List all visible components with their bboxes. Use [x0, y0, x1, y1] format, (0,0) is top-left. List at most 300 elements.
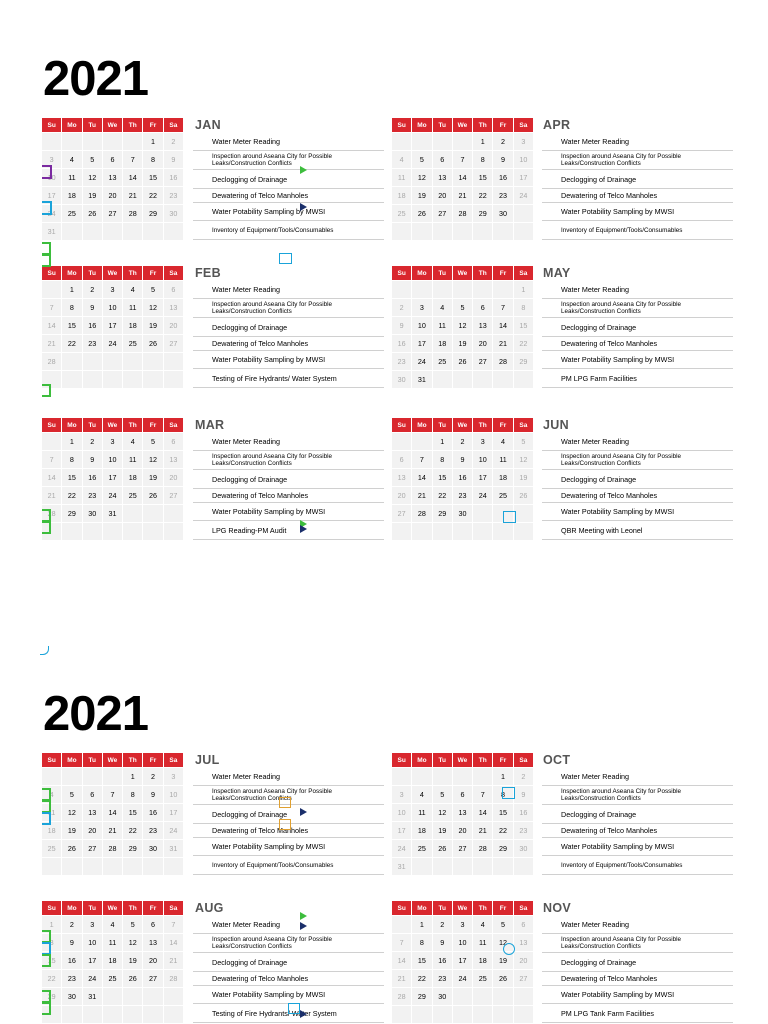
day-cell[interactable]: 8: [42, 934, 62, 952]
day-cell[interactable]: 19: [412, 187, 432, 205]
day-cell[interactable]: 17: [513, 169, 533, 187]
day-cell[interactable]: 19: [493, 952, 513, 970]
day-cell[interactable]: [123, 223, 143, 241]
day-cell[interactable]: 5: [513, 433, 533, 451]
day-cell[interactable]: 18: [392, 187, 412, 205]
day-cell[interactable]: [163, 223, 183, 241]
day-cell[interactable]: [513, 371, 533, 389]
day-cell[interactable]: [82, 223, 102, 241]
day-cell[interactable]: 7: [452, 151, 472, 169]
day-cell[interactable]: [163, 371, 183, 389]
day-cell[interactable]: [493, 1006, 513, 1024]
day-cell[interactable]: 5: [143, 433, 163, 451]
day-cell[interactable]: 30: [392, 371, 412, 389]
day-cell[interactable]: 28: [493, 353, 513, 371]
day-cell[interactable]: 18: [123, 469, 143, 487]
day-cell[interactable]: 28: [42, 353, 62, 371]
day-cell[interactable]: 13: [452, 804, 472, 822]
day-cell[interactable]: 20: [473, 335, 493, 353]
day-cell[interactable]: 28: [123, 205, 143, 223]
day-cell[interactable]: 17: [163, 804, 183, 822]
day-cell[interactable]: 20: [102, 187, 122, 205]
day-cell[interactable]: [452, 281, 472, 299]
day-cell[interactable]: [143, 371, 163, 389]
day-cell[interactable]: 11: [412, 804, 432, 822]
day-cell[interactable]: 16: [513, 804, 533, 822]
day-cell[interactable]: 13: [163, 451, 183, 469]
day-cell[interactable]: 30: [432, 988, 452, 1006]
day-cell[interactable]: [452, 988, 472, 1006]
day-cell[interactable]: 26: [123, 970, 143, 988]
day-cell[interactable]: [392, 523, 412, 541]
day-cell[interactable]: [163, 505, 183, 523]
day-cell[interactable]: [62, 768, 82, 786]
day-cell[interactable]: 3: [452, 916, 472, 934]
day-cell[interactable]: [513, 223, 533, 241]
day-cell[interactable]: 2: [392, 299, 412, 317]
day-cell[interactable]: 19: [513, 469, 533, 487]
day-cell[interactable]: 7: [473, 786, 493, 804]
day-cell[interactable]: 3: [42, 151, 62, 169]
day-cell[interactable]: [412, 523, 432, 541]
day-cell[interactable]: 2: [513, 768, 533, 786]
day-cell[interactable]: [412, 133, 432, 151]
day-cell[interactable]: [82, 768, 102, 786]
day-cell[interactable]: [452, 133, 472, 151]
day-cell[interactable]: 25: [62, 205, 82, 223]
day-cell[interactable]: 10: [473, 451, 493, 469]
day-cell[interactable]: 11: [493, 451, 513, 469]
day-cell[interactable]: 29: [123, 840, 143, 858]
day-cell[interactable]: 24: [473, 487, 493, 505]
day-cell[interactable]: 2: [143, 768, 163, 786]
day-cell[interactable]: 15: [513, 317, 533, 335]
day-cell[interactable]: 27: [432, 205, 452, 223]
day-cell[interactable]: [392, 223, 412, 241]
day-cell[interactable]: [62, 858, 82, 876]
day-cell[interactable]: 16: [493, 169, 513, 187]
day-cell[interactable]: 2: [432, 916, 452, 934]
day-cell[interactable]: 15: [473, 169, 493, 187]
day-cell[interactable]: 22: [42, 970, 62, 988]
day-cell[interactable]: [42, 768, 62, 786]
day-cell[interactable]: 23: [452, 487, 472, 505]
day-cell[interactable]: [102, 1006, 122, 1024]
day-cell[interactable]: 16: [163, 169, 183, 187]
day-cell[interactable]: 1: [62, 281, 82, 299]
day-cell[interactable]: 31: [163, 840, 183, 858]
day-cell[interactable]: 18: [42, 822, 62, 840]
day-cell[interactable]: 20: [452, 822, 472, 840]
day-cell[interactable]: 30: [493, 205, 513, 223]
day-cell[interactable]: [163, 858, 183, 876]
day-cell[interactable]: 10: [42, 169, 62, 187]
day-cell[interactable]: 12: [143, 451, 163, 469]
day-cell[interactable]: [163, 353, 183, 371]
day-cell[interactable]: 1: [42, 916, 62, 934]
day-cell[interactable]: 23: [62, 970, 82, 988]
day-cell[interactable]: 25: [42, 840, 62, 858]
day-cell[interactable]: [143, 353, 163, 371]
day-cell[interactable]: 1: [123, 768, 143, 786]
day-cell[interactable]: 12: [62, 804, 82, 822]
day-cell[interactable]: 11: [123, 451, 143, 469]
day-cell[interactable]: 4: [102, 916, 122, 934]
day-cell[interactable]: [513, 988, 533, 1006]
day-cell[interactable]: 5: [143, 281, 163, 299]
day-cell[interactable]: 22: [473, 187, 493, 205]
day-cell[interactable]: 7: [392, 934, 412, 952]
day-cell[interactable]: 13: [102, 169, 122, 187]
day-cell[interactable]: 17: [102, 317, 122, 335]
day-cell[interactable]: 23: [82, 487, 102, 505]
day-cell[interactable]: 25: [412, 840, 432, 858]
day-cell[interactable]: 22: [412, 970, 432, 988]
day-cell[interactable]: 29: [493, 840, 513, 858]
day-cell[interactable]: 16: [82, 469, 102, 487]
day-cell[interactable]: 25: [432, 353, 452, 371]
day-cell[interactable]: 15: [123, 804, 143, 822]
day-cell[interactable]: 19: [452, 335, 472, 353]
day-cell[interactable]: 2: [452, 433, 472, 451]
day-cell[interactable]: 26: [513, 487, 533, 505]
day-cell[interactable]: 17: [392, 822, 412, 840]
day-cell[interactable]: 27: [163, 335, 183, 353]
day-cell[interactable]: [102, 133, 122, 151]
day-cell[interactable]: 1: [412, 916, 432, 934]
day-cell[interactable]: 18: [412, 822, 432, 840]
day-cell[interactable]: [143, 858, 163, 876]
day-cell[interactable]: [412, 433, 432, 451]
day-cell[interactable]: [163, 523, 183, 541]
day-cell[interactable]: 3: [163, 768, 183, 786]
day-cell[interactable]: 26: [143, 335, 163, 353]
day-cell[interactable]: [473, 523, 493, 541]
day-cell[interactable]: 22: [513, 335, 533, 353]
day-cell[interactable]: [392, 281, 412, 299]
day-cell[interactable]: 28: [42, 505, 62, 523]
day-cell[interactable]: 7: [42, 451, 62, 469]
day-cell[interactable]: 14: [163, 934, 183, 952]
day-cell[interactable]: [493, 371, 513, 389]
day-cell[interactable]: 14: [493, 317, 513, 335]
day-cell[interactable]: [143, 1006, 163, 1024]
day-cell[interactable]: 27: [143, 970, 163, 988]
day-cell[interactable]: 29: [432, 505, 452, 523]
day-cell[interactable]: [452, 1006, 472, 1024]
day-cell[interactable]: 20: [163, 317, 183, 335]
day-cell[interactable]: [452, 523, 472, 541]
day-cell[interactable]: 31: [412, 371, 432, 389]
day-cell[interactable]: 16: [432, 952, 452, 970]
day-cell[interactable]: 19: [62, 822, 82, 840]
day-cell[interactable]: 4: [412, 786, 432, 804]
day-cell[interactable]: 3: [513, 133, 533, 151]
day-cell[interactable]: 28: [412, 505, 432, 523]
day-cell[interactable]: 10: [513, 151, 533, 169]
day-cell[interactable]: 8: [473, 151, 493, 169]
day-cell[interactable]: 5: [452, 299, 472, 317]
day-cell[interactable]: 24: [42, 205, 62, 223]
day-cell[interactable]: 21: [392, 970, 412, 988]
day-cell[interactable]: 5: [123, 916, 143, 934]
day-cell[interactable]: 9: [82, 299, 102, 317]
day-cell[interactable]: 12: [513, 451, 533, 469]
day-cell[interactable]: 23: [493, 187, 513, 205]
day-cell[interactable]: 8: [123, 786, 143, 804]
day-cell[interactable]: 13: [513, 934, 533, 952]
day-cell[interactable]: 13: [473, 317, 493, 335]
day-cell[interactable]: 11: [392, 169, 412, 187]
day-cell[interactable]: 26: [82, 205, 102, 223]
day-cell[interactable]: 17: [42, 187, 62, 205]
day-cell[interactable]: [513, 205, 533, 223]
day-cell[interactable]: 4: [493, 433, 513, 451]
day-cell[interactable]: [102, 353, 122, 371]
day-cell[interactable]: [62, 353, 82, 371]
day-cell[interactable]: 9: [82, 451, 102, 469]
day-cell[interactable]: [493, 523, 513, 541]
day-cell[interactable]: 6: [473, 299, 493, 317]
day-cell[interactable]: 13: [392, 469, 412, 487]
day-cell[interactable]: 10: [102, 299, 122, 317]
day-cell[interactable]: 29: [143, 205, 163, 223]
day-cell[interactable]: 9: [432, 934, 452, 952]
day-cell[interactable]: 29: [513, 353, 533, 371]
day-cell[interactable]: 8: [412, 934, 432, 952]
day-cell[interactable]: [513, 1006, 533, 1024]
day-cell[interactable]: 23: [392, 353, 412, 371]
day-cell[interactable]: [412, 768, 432, 786]
day-cell[interactable]: 31: [82, 988, 102, 1006]
day-cell[interactable]: [163, 1006, 183, 1024]
day-cell[interactable]: 6: [452, 786, 472, 804]
day-cell[interactable]: 27: [163, 487, 183, 505]
day-cell[interactable]: 5: [432, 786, 452, 804]
day-cell[interactable]: 12: [82, 169, 102, 187]
day-cell[interactable]: [102, 371, 122, 389]
day-cell[interactable]: 2: [62, 916, 82, 934]
day-cell[interactable]: 12: [412, 169, 432, 187]
day-cell[interactable]: 6: [82, 786, 102, 804]
day-cell[interactable]: 10: [102, 451, 122, 469]
day-cell[interactable]: 1: [143, 133, 163, 151]
day-cell[interactable]: [123, 371, 143, 389]
day-cell[interactable]: 3: [473, 433, 493, 451]
day-cell[interactable]: 22: [123, 822, 143, 840]
day-cell[interactable]: 25: [392, 205, 412, 223]
day-cell[interactable]: [42, 133, 62, 151]
day-cell[interactable]: [62, 523, 82, 541]
day-cell[interactable]: 11: [123, 299, 143, 317]
day-cell[interactable]: 5: [62, 786, 82, 804]
day-cell[interactable]: [82, 133, 102, 151]
day-cell[interactable]: 8: [493, 786, 513, 804]
day-cell[interactable]: [473, 223, 493, 241]
day-cell[interactable]: 11: [432, 317, 452, 335]
day-cell[interactable]: 8: [62, 451, 82, 469]
day-cell[interactable]: 20: [432, 187, 452, 205]
day-cell[interactable]: 8: [62, 299, 82, 317]
day-cell[interactable]: [82, 1006, 102, 1024]
day-cell[interactable]: 15: [432, 469, 452, 487]
day-cell[interactable]: 9: [143, 786, 163, 804]
day-cell[interactable]: [493, 281, 513, 299]
day-cell[interactable]: 26: [493, 970, 513, 988]
day-cell[interactable]: 11: [42, 804, 62, 822]
day-cell[interactable]: [392, 916, 412, 934]
day-cell[interactable]: [432, 523, 452, 541]
day-cell[interactable]: 14: [42, 469, 62, 487]
day-cell[interactable]: 24: [392, 840, 412, 858]
day-cell[interactable]: 22: [493, 822, 513, 840]
day-cell[interactable]: 15: [143, 169, 163, 187]
day-cell[interactable]: [102, 988, 122, 1006]
day-cell[interactable]: 23: [163, 187, 183, 205]
day-cell[interactable]: 30: [452, 505, 472, 523]
day-cell[interactable]: 2: [163, 133, 183, 151]
day-cell[interactable]: 8: [143, 151, 163, 169]
day-cell[interactable]: 2: [493, 133, 513, 151]
day-cell[interactable]: [123, 988, 143, 1006]
day-cell[interactable]: [432, 768, 452, 786]
day-cell[interactable]: 10: [163, 786, 183, 804]
day-cell[interactable]: [42, 433, 62, 451]
day-cell[interactable]: [143, 523, 163, 541]
day-cell[interactable]: 21: [42, 335, 62, 353]
day-cell[interactable]: [452, 858, 472, 876]
day-cell[interactable]: 22: [62, 487, 82, 505]
day-cell[interactable]: [102, 523, 122, 541]
day-cell[interactable]: 6: [143, 916, 163, 934]
day-cell[interactable]: [62, 133, 82, 151]
day-cell[interactable]: 15: [62, 317, 82, 335]
day-cell[interactable]: 24: [412, 353, 432, 371]
day-cell[interactable]: 30: [82, 505, 102, 523]
day-cell[interactable]: 17: [473, 469, 493, 487]
day-cell[interactable]: 27: [473, 353, 493, 371]
day-cell[interactable]: 30: [143, 840, 163, 858]
day-cell[interactable]: 12: [452, 317, 472, 335]
day-cell[interactable]: 29: [42, 988, 62, 1006]
day-cell[interactable]: [473, 281, 493, 299]
day-cell[interactable]: [62, 223, 82, 241]
day-cell[interactable]: 20: [82, 822, 102, 840]
day-cell[interactable]: [493, 988, 513, 1006]
day-cell[interactable]: 9: [392, 317, 412, 335]
day-cell[interactable]: 20: [163, 469, 183, 487]
day-cell[interactable]: 18: [123, 317, 143, 335]
day-cell[interactable]: 25: [123, 487, 143, 505]
day-cell[interactable]: 20: [392, 487, 412, 505]
day-cell[interactable]: [123, 505, 143, 523]
day-cell[interactable]: [412, 281, 432, 299]
day-cell[interactable]: 12: [143, 299, 163, 317]
day-cell[interactable]: 16: [452, 469, 472, 487]
day-cell[interactable]: 30: [513, 840, 533, 858]
day-cell[interactable]: [82, 858, 102, 876]
day-cell[interactable]: 4: [392, 151, 412, 169]
day-cell[interactable]: 10: [412, 317, 432, 335]
day-cell[interactable]: 21: [102, 822, 122, 840]
day-cell[interactable]: 17: [412, 335, 432, 353]
day-cell[interactable]: 29: [412, 988, 432, 1006]
day-cell[interactable]: 17: [82, 952, 102, 970]
day-cell[interactable]: 5: [493, 916, 513, 934]
day-cell[interactable]: [513, 505, 533, 523]
day-cell[interactable]: [42, 281, 62, 299]
day-cell[interactable]: 21: [163, 952, 183, 970]
day-cell[interactable]: 31: [392, 858, 412, 876]
day-cell[interactable]: 27: [452, 840, 472, 858]
day-cell[interactable]: 21: [412, 487, 432, 505]
day-cell[interactable]: 3: [412, 299, 432, 317]
day-cell[interactable]: 30: [163, 205, 183, 223]
day-cell[interactable]: 26: [432, 840, 452, 858]
day-cell[interactable]: [143, 505, 163, 523]
day-cell[interactable]: 27: [392, 505, 412, 523]
day-cell[interactable]: [143, 223, 163, 241]
day-cell[interactable]: [123, 523, 143, 541]
day-cell[interactable]: 11: [62, 169, 82, 187]
day-cell[interactable]: 8: [432, 451, 452, 469]
day-cell[interactable]: 25: [123, 335, 143, 353]
day-cell[interactable]: [62, 1006, 82, 1024]
day-cell[interactable]: 9: [493, 151, 513, 169]
day-cell[interactable]: [392, 133, 412, 151]
day-cell[interactable]: [62, 371, 82, 389]
day-cell[interactable]: 20: [143, 952, 163, 970]
day-cell[interactable]: 24: [163, 822, 183, 840]
day-cell[interactable]: 1: [473, 133, 493, 151]
day-cell[interactable]: 4: [42, 786, 62, 804]
day-cell[interactable]: [412, 223, 432, 241]
day-cell[interactable]: 8: [513, 299, 533, 317]
day-cell[interactable]: [473, 371, 493, 389]
day-cell[interactable]: 6: [163, 281, 183, 299]
day-cell[interactable]: 11: [102, 934, 122, 952]
day-cell[interactable]: 18: [432, 335, 452, 353]
day-cell[interactable]: 14: [123, 169, 143, 187]
day-cell[interactable]: [42, 858, 62, 876]
day-cell[interactable]: 6: [392, 451, 412, 469]
day-cell[interactable]: 21: [473, 822, 493, 840]
day-cell[interactable]: 11: [473, 934, 493, 952]
day-cell[interactable]: 20: [513, 952, 533, 970]
day-cell[interactable]: 9: [163, 151, 183, 169]
day-cell[interactable]: 16: [82, 317, 102, 335]
day-cell[interactable]: [412, 858, 432, 876]
day-cell[interactable]: 28: [102, 840, 122, 858]
day-cell[interactable]: 26: [62, 840, 82, 858]
day-cell[interactable]: 10: [392, 804, 412, 822]
day-cell[interactable]: 21: [42, 487, 62, 505]
day-cell[interactable]: [123, 353, 143, 371]
day-cell[interactable]: [493, 858, 513, 876]
day-cell[interactable]: 28: [473, 840, 493, 858]
day-cell[interactable]: 19: [432, 822, 452, 840]
day-cell[interactable]: 19: [143, 469, 163, 487]
day-cell[interactable]: 15: [62, 469, 82, 487]
day-cell[interactable]: [163, 988, 183, 1006]
day-cell[interactable]: 24: [513, 187, 533, 205]
day-cell[interactable]: 29: [473, 205, 493, 223]
day-cell[interactable]: [452, 371, 472, 389]
day-cell[interactable]: 5: [82, 151, 102, 169]
day-cell[interactable]: 3: [392, 786, 412, 804]
day-cell[interactable]: [123, 1006, 143, 1024]
day-cell[interactable]: 9: [452, 451, 472, 469]
